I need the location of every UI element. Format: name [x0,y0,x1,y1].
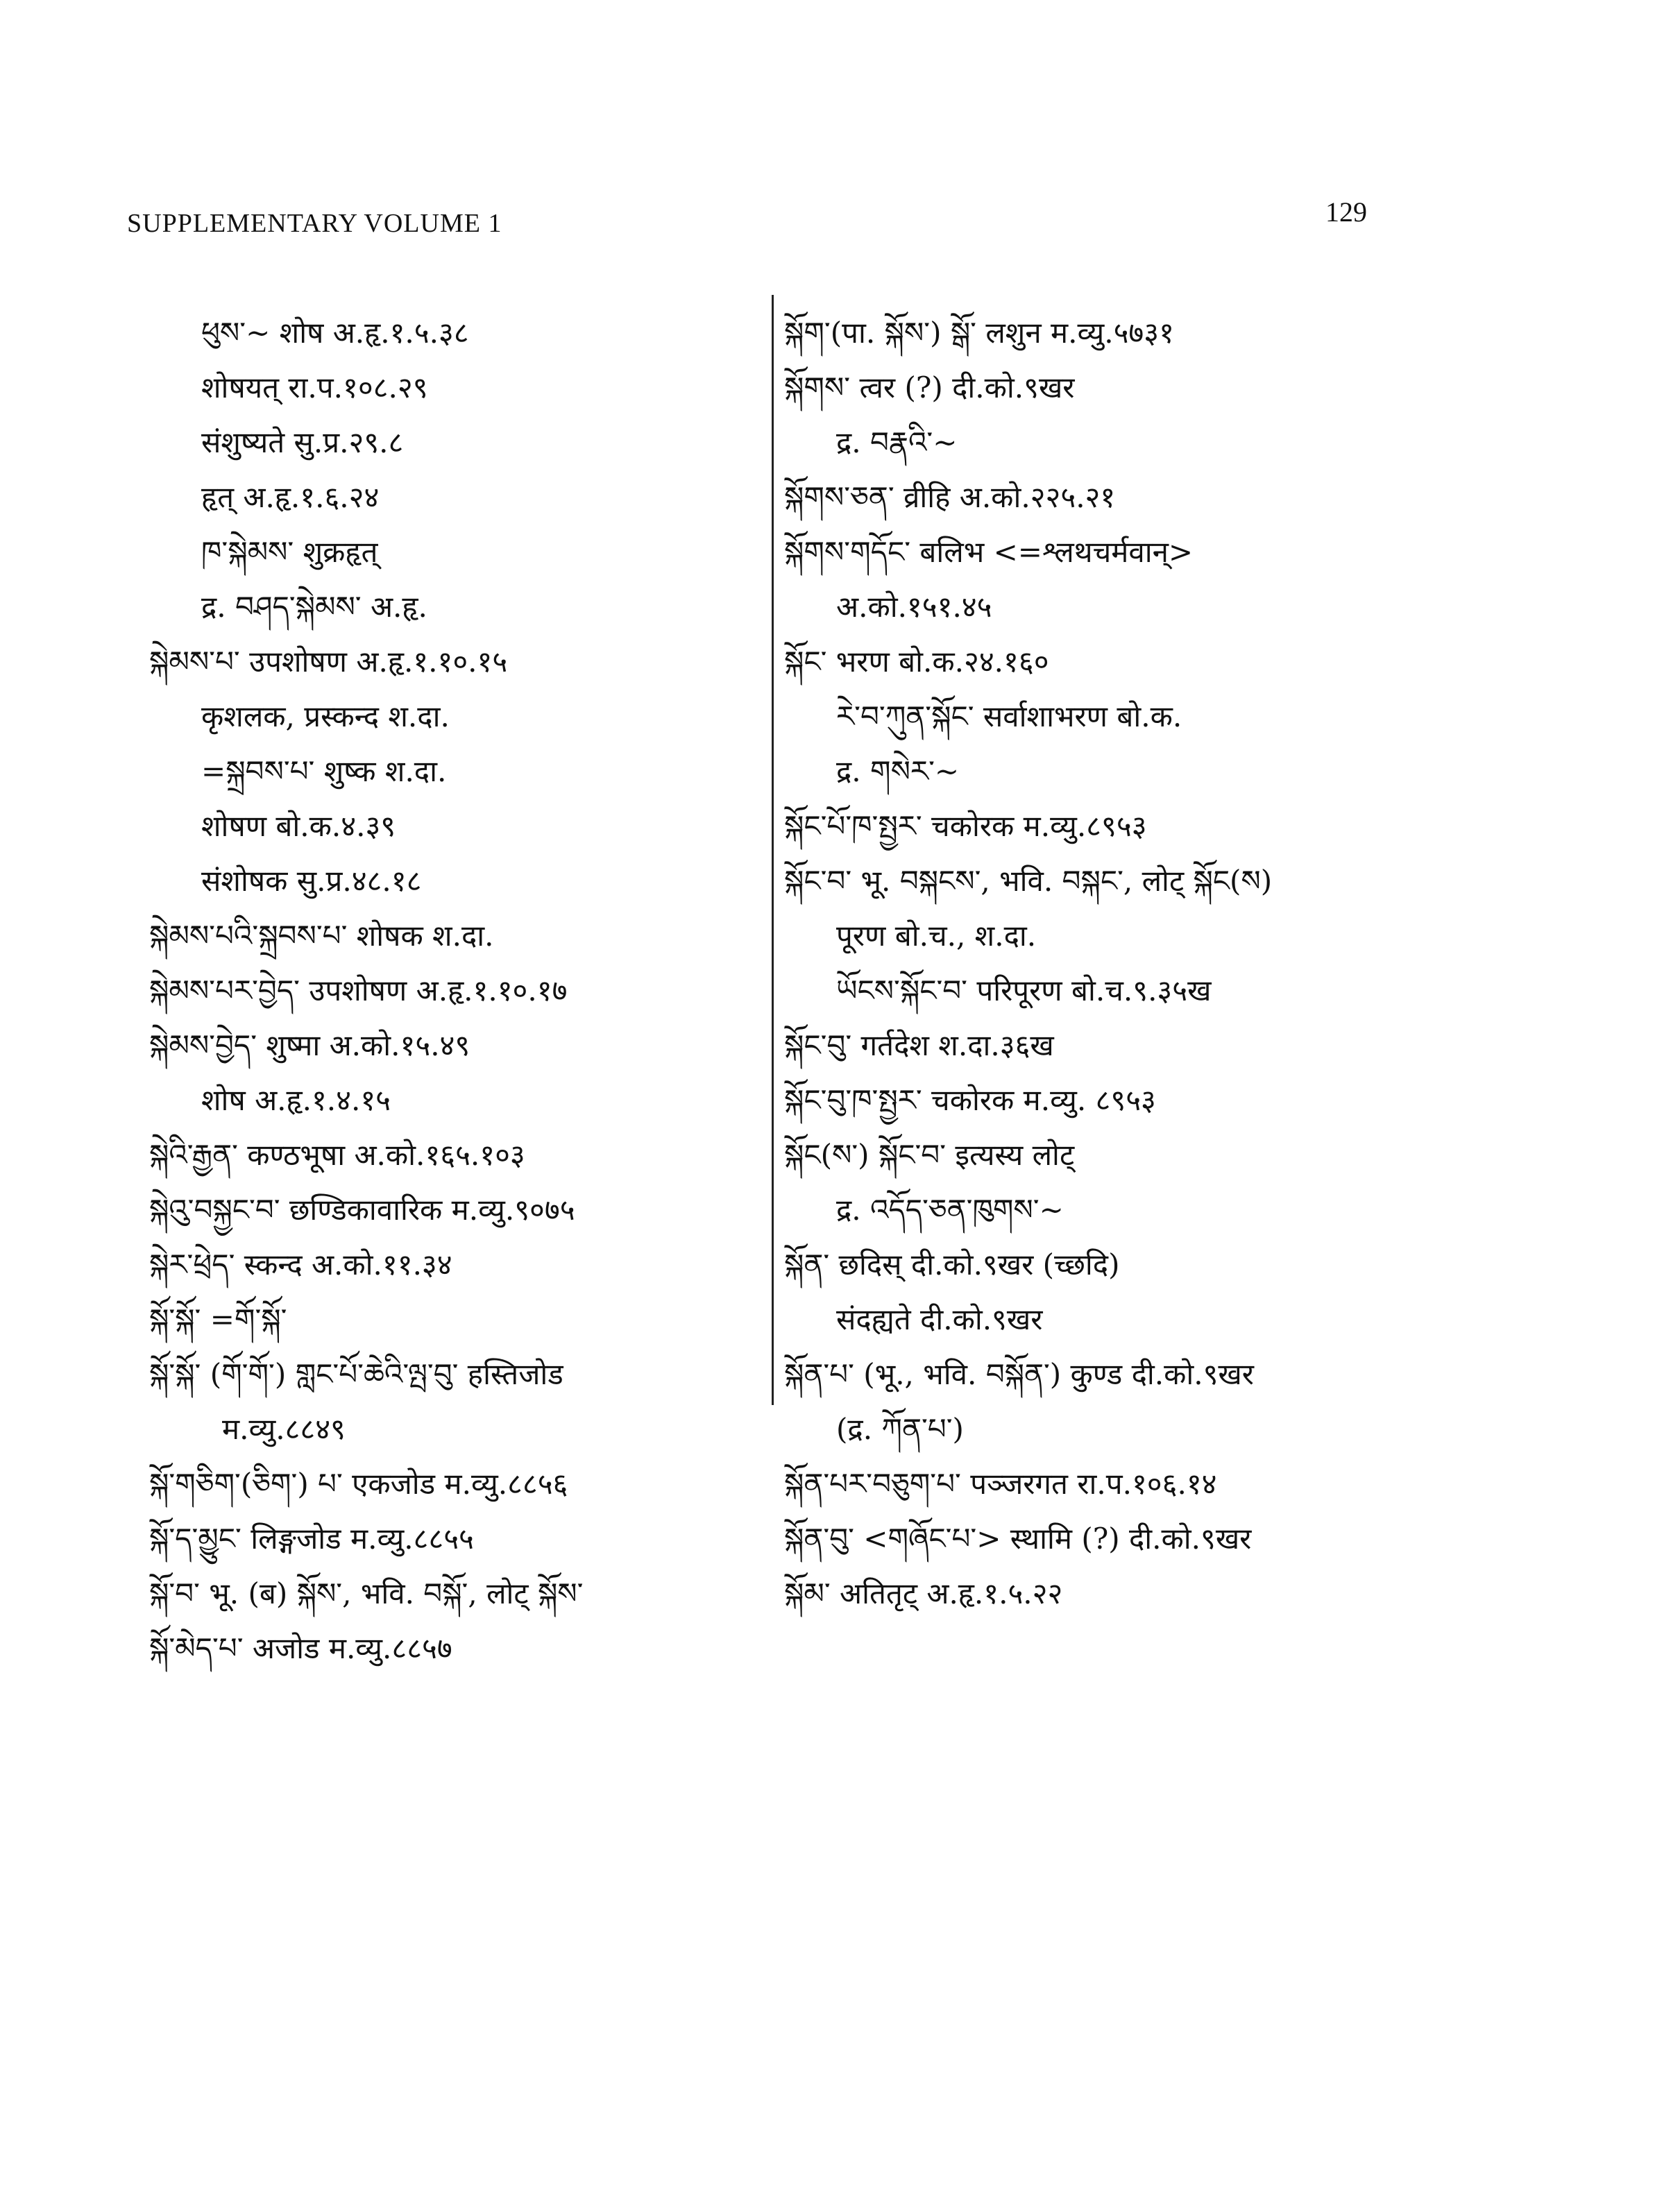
dictionary-entry: संशुष्यते सु.प्र.२९.८ [201,425,404,459]
dictionary-entry: རེ་བ་ཀུན་སྐོང་ सर्वाशाभरण बो.क. [836,699,1182,733]
dictionary-entry: སྐོང་བ་ भू. བསྐངས་, भवि. བསྐང་, लोट् སྐོང(ས) [784,864,1273,898]
dictionary-entry: སྐོ་སྐོ་ (གོ་གོ་) གླང་པོ་ཆེའི་ལྤ་བུ་ हस्तिजोड [149,1357,563,1391]
dictionary-entry: संदह्यते दी.को.९खर [836,1302,1043,1336]
dictionary-entry: སྐོག་(पा. སྐོས་) སྒོ་ लशुन म.व्यु.५७३१ [784,316,1174,350]
dictionary-entry: སྐོ་བ་ भू. (ब) སྐོས་, भवि. བསྐོ་, लोट् སྐོས་ [149,1576,584,1610]
dictionary-entry: སྐོང་པོ་ཁ་སྤྱར་ चकोरक म.व्यु.८९५३ [784,809,1147,843]
dictionary-entry: སྐོང(ས་) སྐོང་བ་ इत्यस्य लोट् [784,1138,1075,1172]
dictionary-entry: कृशलक, प्रस्कन्द श.दा. [201,699,450,733]
dictionary-entry: སྐེར་ཕྲེད་ स्कन्द अ.को.११.३४ [149,1248,452,1282]
dictionary-entry: म.व्यु.८८४९ [222,1412,346,1446]
dictionary-entry: हृत् अ.हृ.१.६.२४ [201,480,380,514]
page-number: 129 [1325,196,1367,228]
column-divider [772,295,774,1405]
dictionary-entry: संशोषक सु.प्र.४८.१८ [201,864,422,898]
dictionary-entry: སྐོགས་ त्वर (?) दी.को.९खर [784,371,1075,405]
dictionary-entry: སྐོམ་ अतितृट् अ.हृ.१.५.२२ [784,1576,1063,1610]
dictionary-entry: पूरण बो.च., श.दा. [836,919,1037,953]
dictionary-entry: སྐོང་བུ་ गर्तदेश श.दा.३६ख [784,1028,1054,1062]
dictionary-entry: शोषण बो.क.४.३९ [201,809,396,843]
dictionary-entry: སྐོན་པ་ (भू., भवि. བསྐོན་) कुण्ड दी.को.९खर [784,1357,1254,1391]
dictionary-entry: སྐེའུ་བསྐྱང་བ་ छण्डिकावारिक म.व्यु.९०७५ [149,1193,575,1227]
dictionary-entry: སྐོ་གཅིག་(ཅིག་) པ་ एकजोड म.व्यु.८८५६ [149,1467,568,1501]
dictionary-entry: སྐེམས་པར་བྱེད་ उपशोषण अ.हृ.१.१०.१७ [149,973,568,1007]
dictionary-entry: शोष अ.हृ.१.४.१५ [201,1083,391,1117]
dictionary-entry: द्र. གསེར་~ [836,754,960,788]
dictionary-entry: द्र. འདོད་ཅན་ཁུགས་~ [836,1193,1064,1227]
dictionary-entry: =སྐྲབས་པ་ शुष्क श.दा. [201,754,447,788]
dictionary-entry: སྐོགས་ཅན་ व्रीहि अ.को.२२५.२१ [784,480,1116,514]
dictionary-entry: སྐོན་པར་བཅུག་པ་ पञ्जरगत रा.प.१०६.१४ [784,1467,1217,1501]
dictionary-entry: द्र. བཤད་སྐེམས་ अ.हृ. [201,590,427,624]
dictionary-entry: སྐོན་བུ་ <གཞོང་པ་> स्थामि (?) दी.को.९खर [784,1522,1252,1556]
dictionary-entry: སྐེམས་པ་ उपशोषण अ.हृ.१.१०.१५ [149,645,508,679]
dictionary-entry: ཡོངས་སྐོང་བ་ परिपूरण बो.च.९.३५ख [836,973,1212,1007]
dictionary-entry: སྐོགས་གདོང་ बलिभ <=श्लथचर्मवान्> [784,535,1194,569]
running-title: SUPPLEMENTARY VOLUME 1 [127,209,502,238]
dictionary-entry: སྐོ་ད་མྱུང་ लिङ्गजोड म.व्यु.८८५५ [149,1522,474,1556]
dictionary-entry: སྐོན་ छदिस् दी.को.९खर (च्छदि) [784,1248,1120,1282]
dictionary-entry: སྐོང་ भरण बो.क.२४.१६० [784,645,1049,679]
dictionary-entry: शोषयत् रा.प.१०८.२९ [201,371,428,405]
left-column [149,305,753,1676]
dictionary-entry: ཁ་སྐེམས་ शुक्रहृत् [201,535,378,569]
dictionary-entry: སྐེའི་རྒྱན་ कण्ठभूषा अ.को.१६५.१०३ [149,1138,525,1172]
dictionary-entry: སྐེམས་བྱེད་ शुष्मा अ.को.१५.४९ [149,1028,470,1062]
dictionary-entry: སྐོང་བུ་ཁ་སྤྱར་ चकोरक म.व्यु. ८९५३ [784,1083,1156,1117]
dictionary-entry: སྐོ་མེད་པ་ अजोड म.व्यु.८८५७ [149,1631,452,1665]
dictionary-entry: द्र. བརྣའི་~ [836,425,958,459]
dictionary-entry: अ.को.१५१.४५ [836,590,992,624]
dictionary-entry: སྐོ་སྐོ་ =གོ་སྐོ་ [149,1302,287,1336]
dictionary-entry: ཕུས་~ शोष अ.हृ.१.५.३८ [201,316,469,350]
dictionary-entry: སྐེམས་པའི་སྐྲབས་པ་ शोषक श.दा. [149,919,494,953]
dictionary-entry: (द्र. ཀོན་པ་) [836,1412,964,1446]
right-column [784,305,1436,1621]
